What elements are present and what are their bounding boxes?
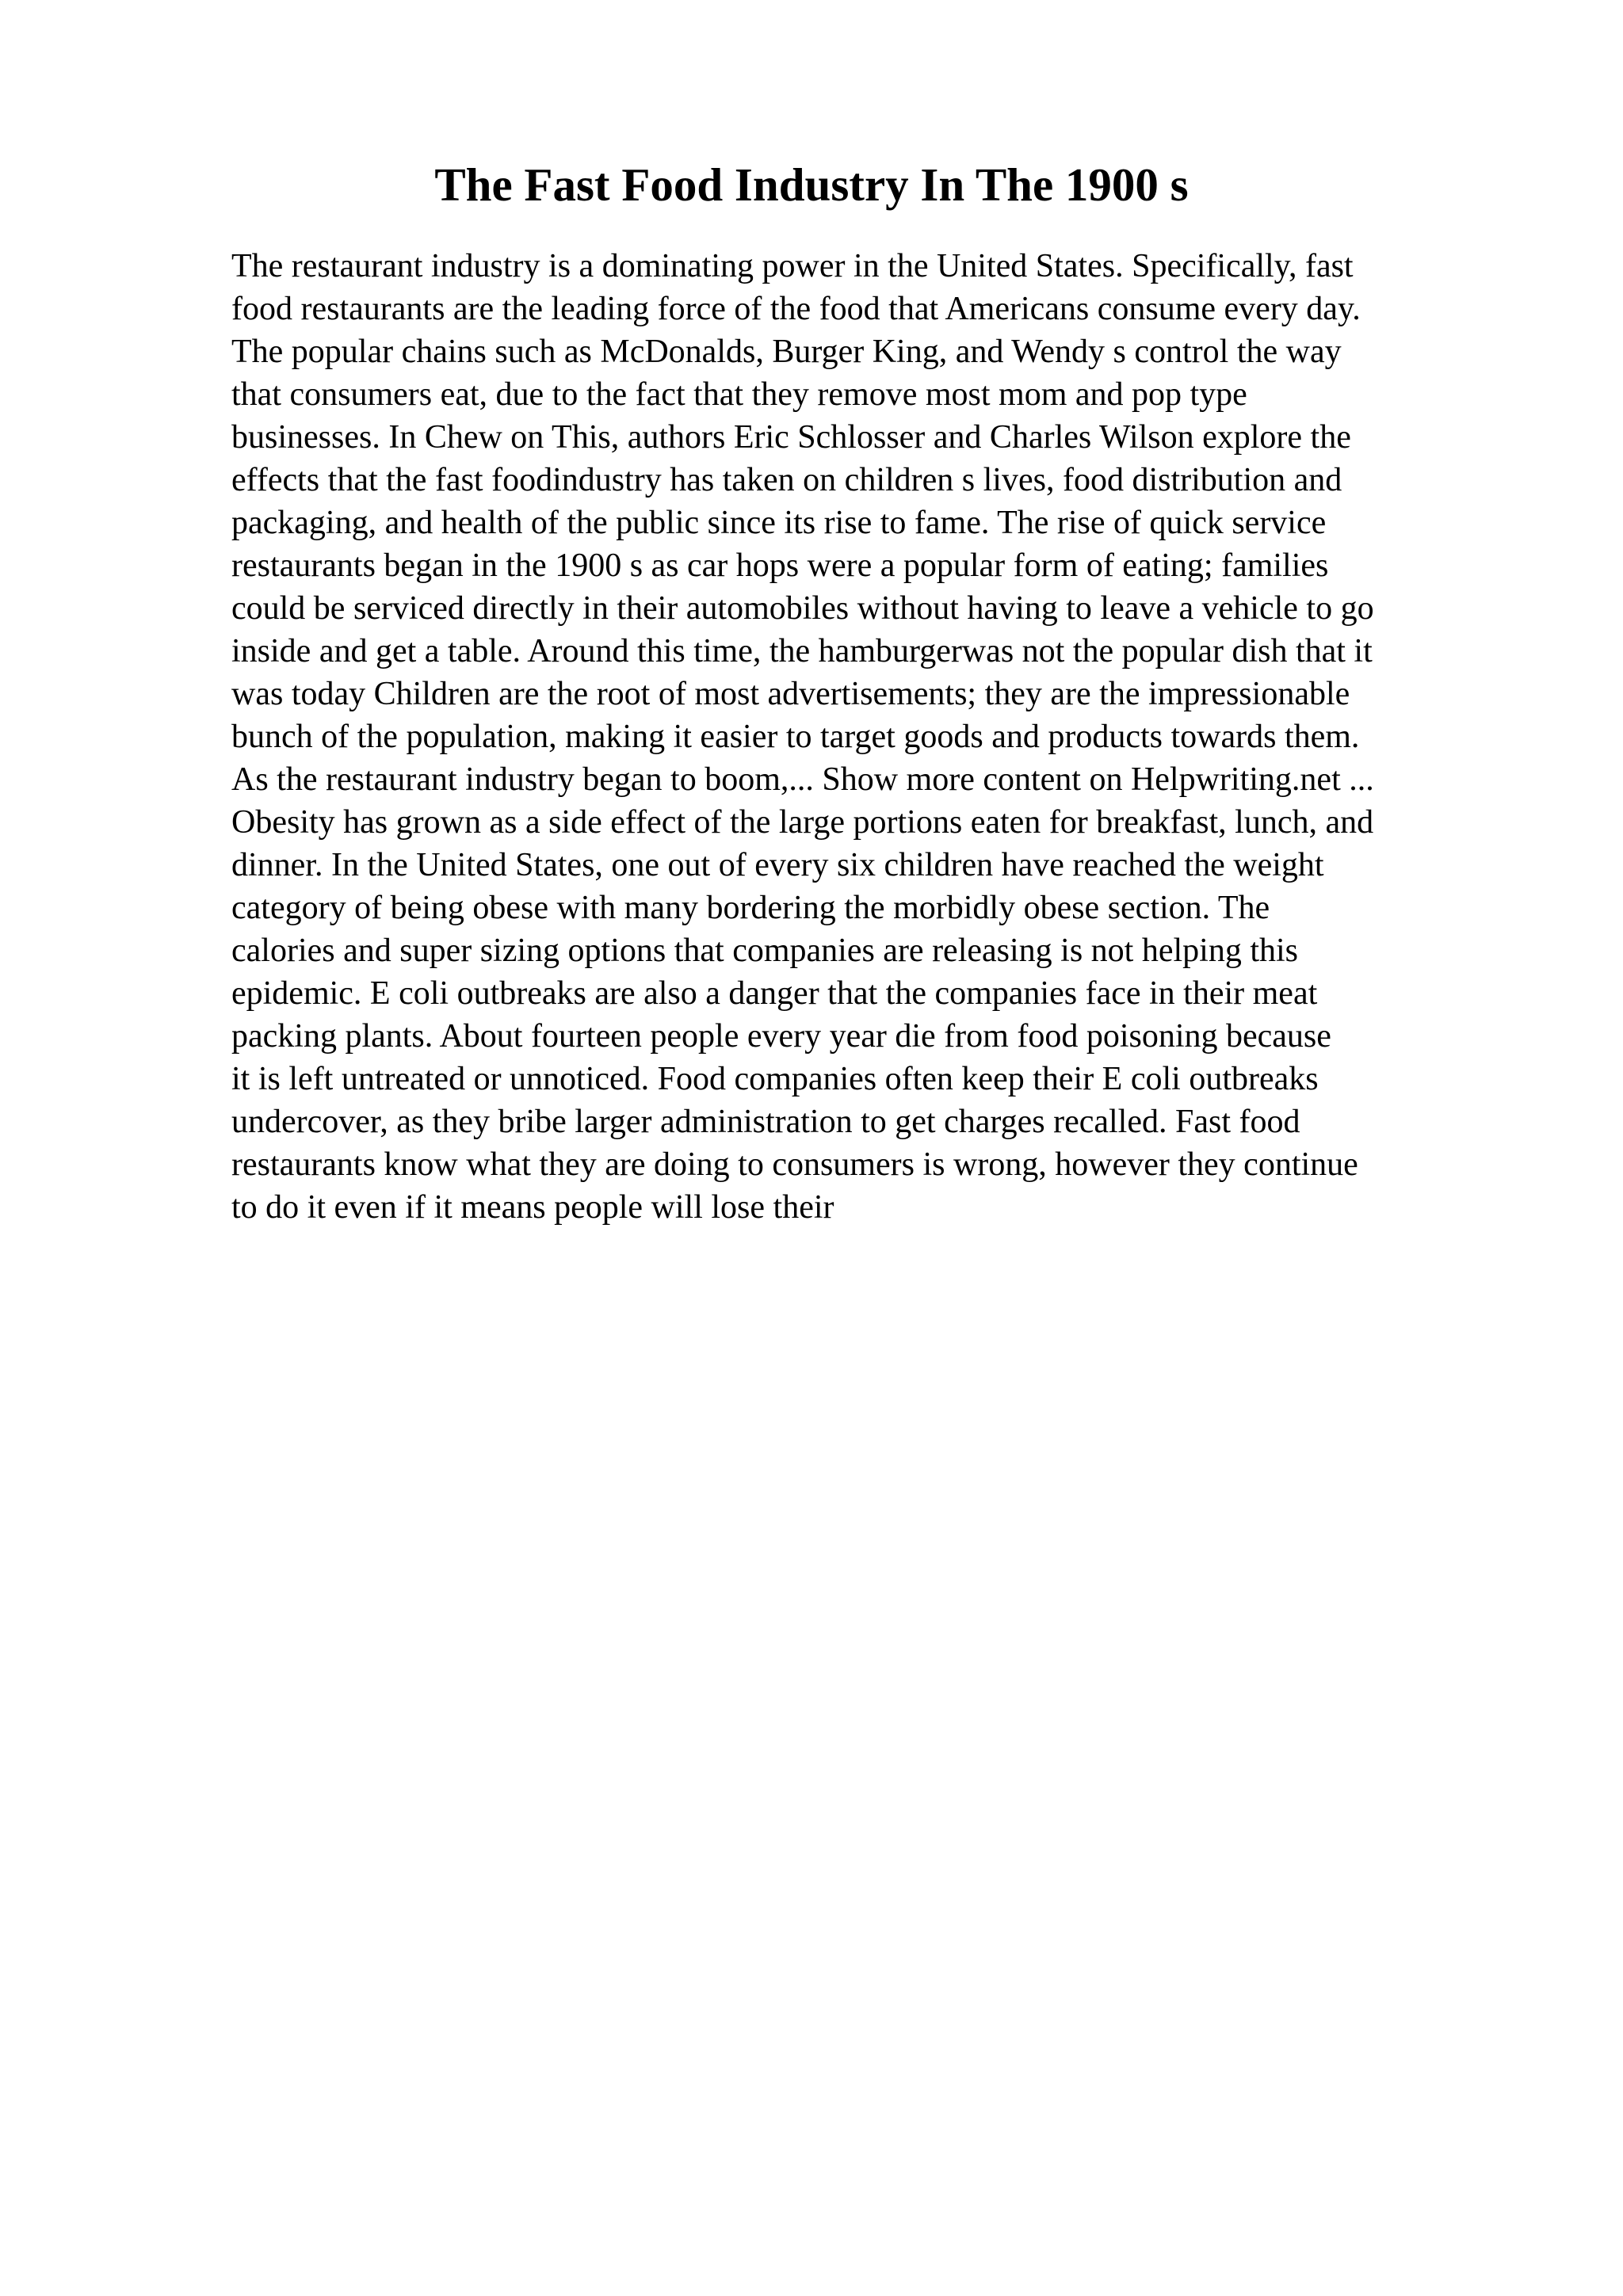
body-line: As the restaurant industry began to boom,... Show more content on Helpwriting.net ... [231,761,1374,798]
body-line: could be serviced directly in their automobiles without having to leave a vehicle to go [231,590,1374,627]
body-line: food restaurants are the leading force of the food that Americans consume every day. [231,291,1361,327]
body-line: businesses. In Chew on This, authors Eric Schlosser and Charles Wilson explore the [231,419,1351,456]
body-line: packaging, and health of the public since its rise to fame. The rise of quick service [231,505,1327,541]
document-title: The Fast Food Industry In The 1900 s [434,158,1189,211]
body-line: The popular chains such as McDonalds, Burger King, and Wendy s control the way [231,334,1342,370]
body-line: epidemic. E coli outbreaks are also a danger that the companies face in their meat [231,975,1318,1012]
body-line: restaurants know what they are doing to consumers is wrong, however they continue [231,1146,1358,1183]
body-line: undercover, as they bribe larger administration to get charges recalled. Fast food [231,1104,1300,1140]
body-line: to do it even if it means people will lose their [231,1189,834,1226]
body-line: bunch of the population, making it easier to target goods and products towards them. [231,719,1360,755]
body-line: restaurants began in the 1900 s as car hops were a popular form of eating; families [231,547,1329,584]
body-line: Obesity has grown as a side effect of the large portions eaten for breakfast, lunch, and [231,804,1374,841]
document-body [231,245,1531,1229]
body-line: effects that the fast foodindustry has taken on children s lives, food distribution and [231,462,1342,498]
body-line: dinner. In the United States, one out of every six children have reached the weight [231,847,1324,883]
body-line: was today Children are the root of most advertisements; they are the impressionable [231,676,1350,712]
body-line: inside and get a table. Around this time, the hamburgerwas not the popular dish that it [231,633,1373,669]
body-line: calories and super sizing options that companies are releasing is not helping this [231,933,1299,969]
body-line: The restaurant industry is a dominating power in the United States. Specifically, fast [231,248,1354,284]
body-line: category of being obese with many bordering the morbidly obese section. The [231,890,1270,926]
body-line: it is left untreated or unnoticed. Food companies often keep their E coli outbreaks [231,1061,1319,1097]
body-line: packing plants. About fourteen people every year die from food poisoning because [231,1018,1331,1055]
body-line: that consumers eat, due to the fact that they remove most mom and pop type [231,376,1247,413]
